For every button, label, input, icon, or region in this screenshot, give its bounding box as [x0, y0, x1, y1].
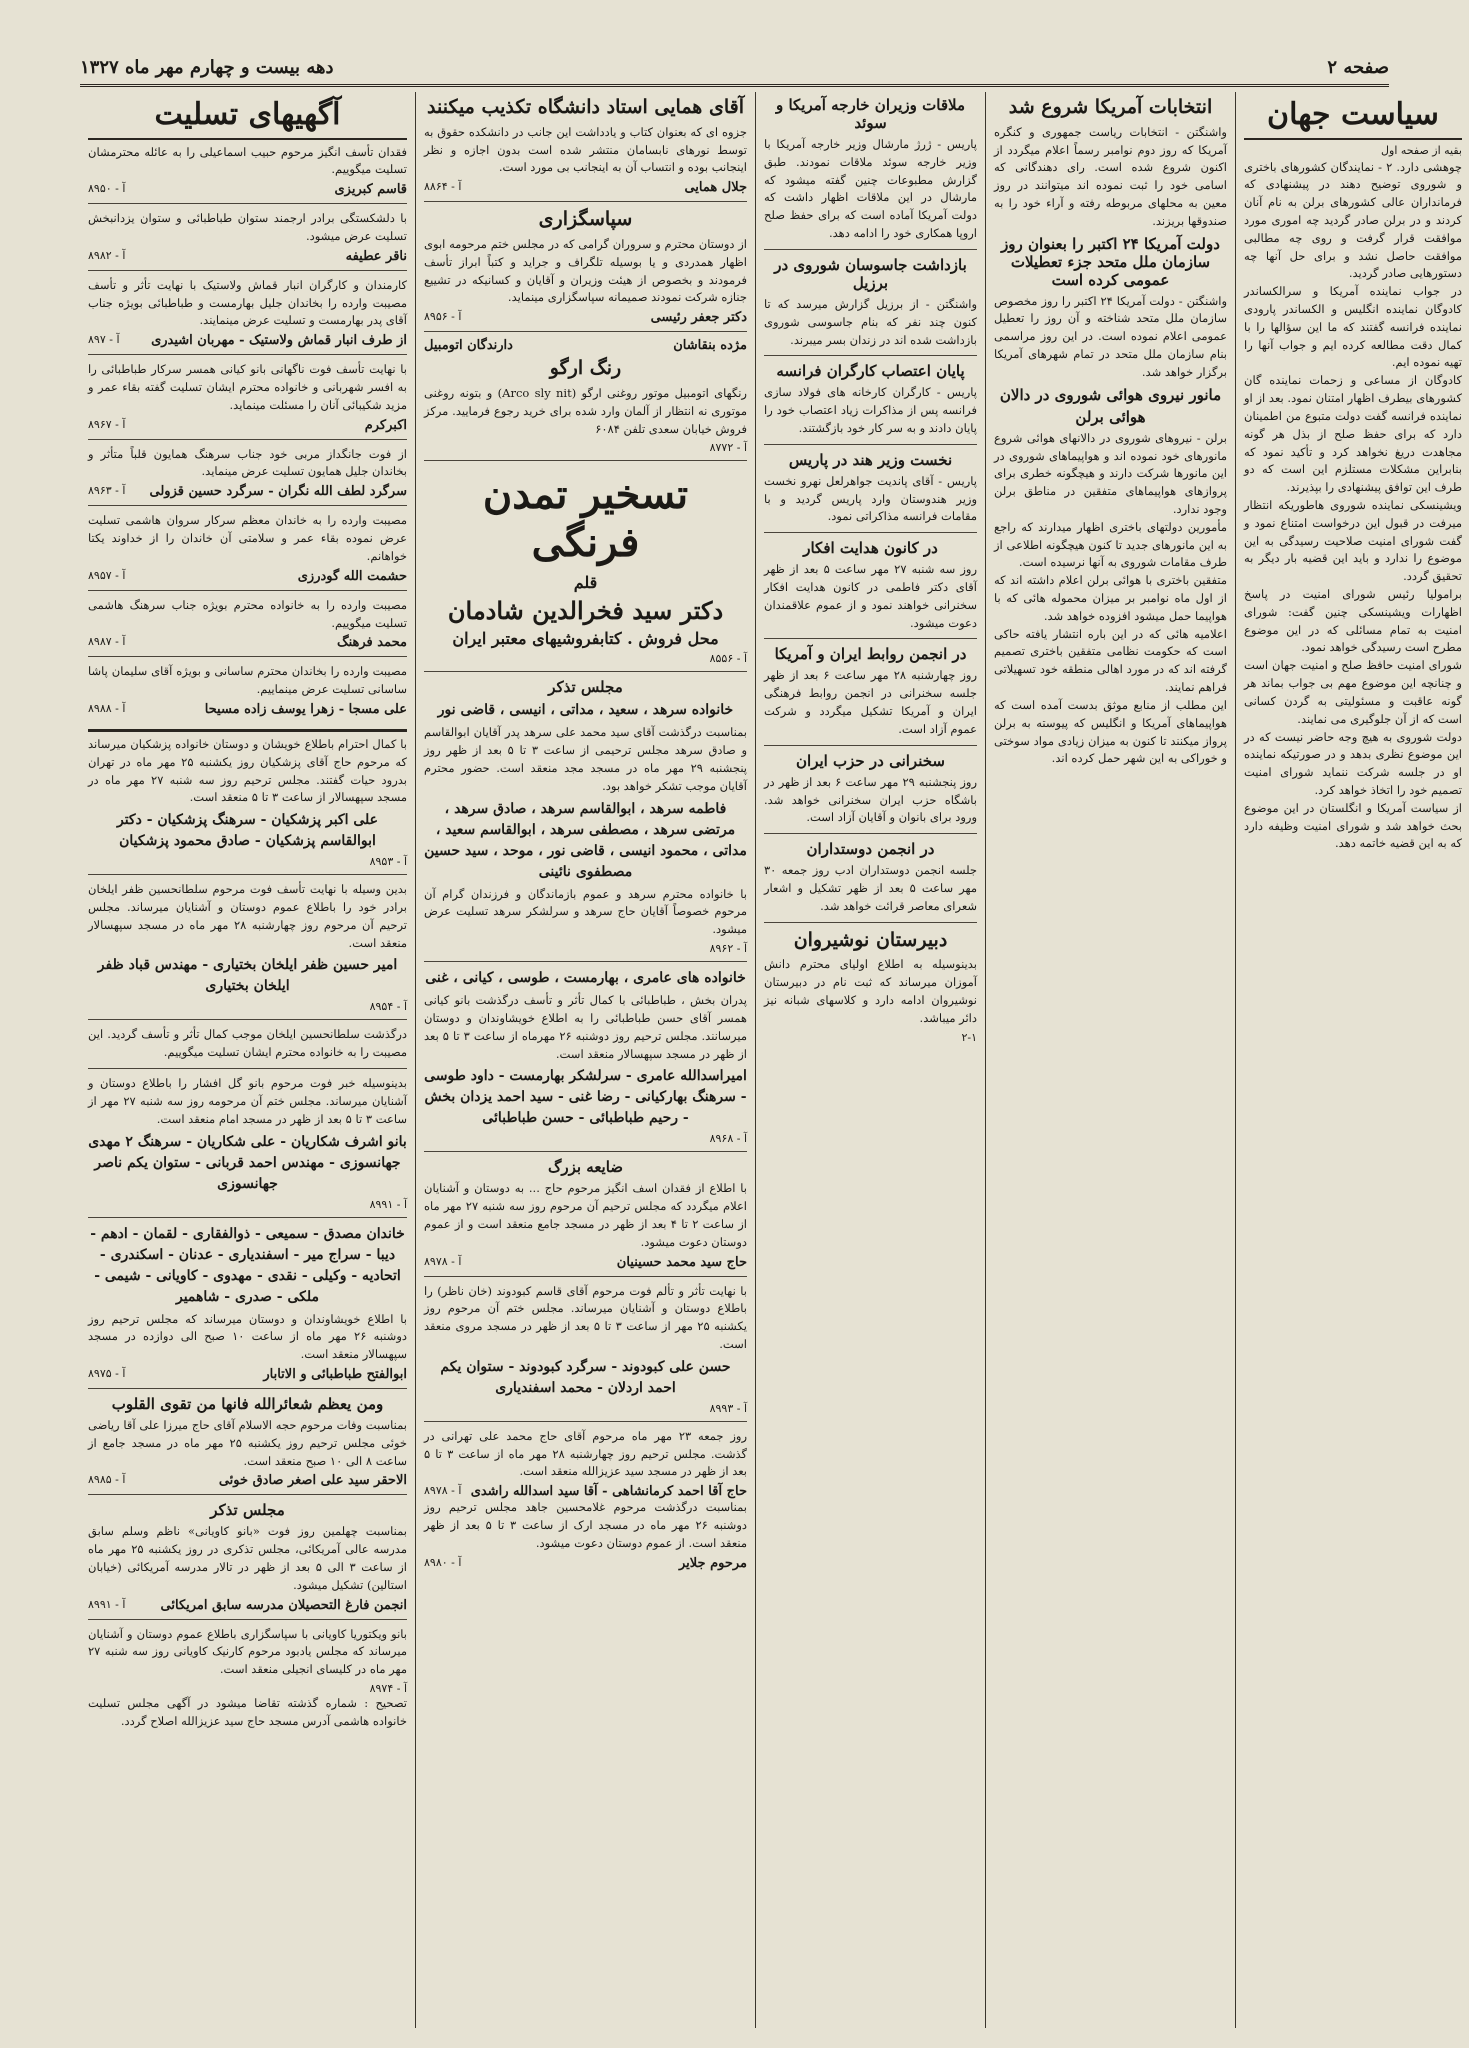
condolence-item: [88, 144, 407, 205]
afshar-names: بانو اشرف شکاریان - علی شکاریان - سرهنگ ۲ مهدی جهانسوزی - مهندس احمد قربانی - ستوان یکم ناصر جهانسوزی: [88, 1133, 407, 1192]
memorial-names-2: فاطمه سرهد ، ابوالقاسم سرهد ، صادق سرهد ، مرتضی سرهد ، مصطفی سرهد ، ابوالقاسم سعید ، مداتی ، محمود انیسی ، قاضی نور ، موحد ، سید حسین مصطفوی نائینی: [424, 800, 747, 880]
politics-p3: کادوگان از مساعی و زحمات نماینده گان کشورهای بیطرف اظهار امتنان نمود. بعد از او نماینده فرانسه گفت دولت متبوع من اطمینان دارد که برای حفظ صلح از بذل هر گونه مجاهدت دریغ نخواهد کرد و تأکید نمود که بنابراین مشکلات مستلزم این است که دو طرف این توافق پیشنهادی را بپذیرند.: [1244, 373, 1462, 495]
ministers-article: [764, 96, 977, 250]
loss-sign: حاج سید محمد حسینیان: [616, 1254, 747, 1270]
politics-p5: برامولیا رئیس شورای امنیت در پاسخ اظهارات ویشینسکی چنین گفت: شورای امنیت به تمام مسائلی که در این موضوع مطرح است رسیدگی خواهد نمود.: [1244, 587, 1462, 655]
un-day-heading: دولت آمریکا ۲۴ اکتبر را بعنوان روز سازمان ملل متحد جزء تعطیلات عمومی کرده است: [1001, 234, 1220, 289]
victoria-p: بانو ویکتوریا کاویانی با سپاسگزاری باطلاع عموم دوستان و آشنایان میرساند که مجلس یادبود مرحوم کارنیک کاویانی روز سه شنبه ۲۷ مهر ماه در کلیسای انجیلی منعقد است.: [88, 1626, 407, 1677]
family-code: ۸۹۶۸ - آ: [709, 1132, 747, 1146]
column-notices: [415, 92, 755, 2028]
condolence-text: فقدان تأسف انگیز مرحوم حبیب اسماعیلی را به عائله محترمشان تسلیت میگوییم.: [88, 144, 407, 177]
kaviani-p: بمناسبت چهلمین روز فوت «بانو کاویانی» ناظم وسلم سابق مدرسه عالی آمریکائی، مجلس تذکری در روز یکشنبه ۲۵ مهر ماه از ساعت ۳ الی ۵ بعد از ظهر در تالار مدرسه آمریکائی (خیابان استالین) تشکیل میشود.: [88, 1524, 407, 1592]
strike-title: پایان اعتصاب کارگران فرانسه: [776, 362, 965, 381]
victoria-code: ۸۹۷۴ - آ: [369, 1682, 407, 1696]
loss-p: با اطلاع از فقدان اسف انگیز مرحوم حاج ... به دوستان و آشنایان اعلام میگردد که مجلس ترحیم آن مرحوم روز سه شنبه ۲۷ مهر ماه از ساعت ۲ تا ۴ بعد از ظهر در مسجد جامع منعقد است و از عموم دوستان دعوت میشود.: [424, 1181, 748, 1249]
paint-ad: [424, 338, 747, 461]
khoei-notice: [88, 1395, 407, 1495]
condolence-code: ۸۹۵۷ - آ: [88, 568, 126, 582]
condolence-code: ۸۹۵۰ - آ: [88, 182, 126, 196]
families-p: با اطلاع خویشاوندان و دوستان میرساند که مجلس ترحیم روز دوشنبه ۲۶ مهر ماه از ساعت ۱۰ صبح الی دوازده در مسجد سپهسالار منعقد است.: [88, 1311, 407, 1362]
khoei-title: ومن یعظم شعائرالله فانها من تقوی القلوب: [111, 1394, 384, 1413]
afshar-p: بدینوسیله خبر فوت مرحوم بانو گل افشار را باطلاع دوستان و آشنایان میرساند. مجلس ختم آن مرحومه روز سه شنبه ۲۷ مهر از ساعت ۳ تا ۵ بعد از ظهر در مسجد امام منعقد است.: [88, 1076, 407, 1126]
thanks-sign: دکتر جعفر رئیسی: [650, 310, 747, 326]
loss-notice: [424, 1158, 747, 1276]
strike-article: [764, 362, 977, 444]
school-title: دبیرستان نوشیروان: [793, 928, 948, 951]
lecture-article-2: [764, 645, 977, 745]
brazil-article: [764, 256, 977, 356]
ministers-p1: پاریس - ژرژ مارشال وزیر خارجه آمریکا با وزیر خارجه سوئد ملاقات نمودند. طبق گزارش مطبوعات چنین گفته میشود که مارشال در این ملاقات اظهار داشت که دولت آمریکا آماده است که برای حفظ صلح اروپا همکاری خود را ادامه دهد.: [764, 137, 977, 241]
condolence-code: ۸۹۶۳ - آ: [88, 484, 126, 498]
elections-p6: اعلامیه هائی که در این باره انتشار یافته حاکی است که حکومت نظامی متفقین باختری تصمیم گرفته اند که در مورد اهالی منطقه خود تسهیلاتی فراهم نمایند.: [994, 626, 1227, 695]
elections-p2: واشنگتن - دولت آمریکا ۲۴ اکتبر را روز مخصوص سازمان ملل متحد شناخته و آن روز را تعطیل عمومی اعلام نموده است. در این روز مراسمی بنام سازمان ملل متحد در تمام شهرهای آمریکا برگزار خواهد شد.: [994, 293, 1227, 379]
politics-p7: دولت شوروی به هیچ وجه حاضر نیست که در این موضوع نظری بدهد و در صورتیکه نماینده او در جلسه شرکت ننماید شورای امنیت تصمیم خود را اتخاذ خواهد کرد.: [1244, 729, 1462, 797]
pezeshkian-code: ۸۹۵۳ - آ: [369, 855, 407, 869]
politics-p1: چوهشی دارد. ۲ - نمایندگان کشورهای باختری و شوروی توضیح دهند در پیشنهادی که فرمانداران عالی کشورهای برلن به نام آنان کردند و در برلن صادر گردید چه اموری مورد موافقت قرار گرفت و روی چه مطالبی موافقت حاصل نشد و برای حل آنها چه دستورهایی صادر گردید.: [1244, 159, 1463, 281]
condolence-item: [88, 663, 407, 723]
pezeshkian-names: علی اکبر پزشکیان - سرهنگ پزشکیان - دکتر ابوالقاسم پزشکیان - صادق محمود پزشکیان: [116, 812, 379, 850]
kaviani-code: ۸۹۹۱ - آ: [88, 1597, 126, 1611]
afshar-code: ۸۹۹۱ - آ: [369, 1197, 407, 1211]
mourn3-code: ۸۹۷۸ - آ: [424, 1484, 462, 1498]
column-briefs: [755, 92, 985, 2028]
condolence-list: [88, 144, 407, 723]
book-by: قلم: [573, 573, 598, 593]
families-sign: ابوالفتح طباطبائی و الاتابار: [263, 1366, 407, 1382]
condolence-item: [88, 446, 407, 507]
lecture-p-1: روز سه شنبه ۲۷ مهر ساعت ۵ بعد از ظهر آقای دکتر فاطمی در کانون هدایت افکار سخنرانی خواهند نمود و از عموم علاقمندان دعوت میشود.: [764, 562, 977, 630]
condolence-text: کارمندان و کارگران انبار قماش ولاستیک با نهایت تأثر و تأسف مصیبت وارده را بخاندان جلیل بهارمست و طباطبائی بویژه جناب آقای پدر بهارمست و تسلیت عرض مینمایند.: [88, 277, 407, 328]
condolence-text: با دلشکستگی برادر ارجمند ستوان طباطبائی و ستوان یزدانبخش تسلیت عرض میشود.: [88, 211, 407, 243]
issue-date: دهه بیست و چهارم مهر ماه ۱۳۲۷: [80, 56, 334, 78]
politics-continued: بقیه از صفحه اول: [1381, 143, 1462, 157]
politics-p6: شورای امنیت حافظ صلح و امنیت جهان است و چنانچه این موضوع مهم بی جواب بماند هر گونه عاقبت و مسئولیتی به گردن کسانی است که از آن جلوگیری می نمایند.: [1244, 658, 1462, 726]
memorial-p2: با خانواده محترم سرهد و عموم بازماندگان و فرزندان گرام آن مرحوم خصوصاً آقایان حاج سرهد و سرلشکر سرهد تسلیت عرض میشود.: [424, 886, 747, 937]
condolence-item: [88, 361, 407, 439]
brazil-p: واشنگتن - از برزیل گزارش میرسد که تا کنون چند نفر که بنام جاسوسی شوروی بازداشت شده اند در زندان بسر میبرند.: [764, 296, 977, 347]
condolence-text: از فوت جانگداز مربی خود جناب سرهنگ همایون قلباً متأثر و بخاندان جلیل همایون تسلیت عرض مینماید.: [88, 446, 407, 479]
condolence-text: با نهایت تأسف فوت ناگهانی بانو کیانی همسر سرکار طباطبائی را به افسر شهربانی و خانواده محترم ایشان تسلیت گفته بقاء عمر و مزید شکیبائی آنان را مسئلت مینماید.: [88, 362, 407, 412]
mourn3-sign-2: مرحوم جلایر: [678, 1555, 747, 1571]
memorial-p1: بمناسبت درگذشت آقای سید محمد علی سرهد پدر آقایان ابوالقاسم و صادق سرهد مجلس ترحیمی از ساعت ۳ تا ۵ بعد از ظهر روز پنجشنبه ۲۹ مهر ماه در مسجد مجد منعقد است. حضور محترم آقایان موجب تشکر خواهد بود.: [424, 725, 747, 793]
memorial-names-1: خانواده سرهد ، سعید ، مداتی ، انیسی ، قاضی نور: [437, 702, 734, 719]
bakhtiari-p: بدین وسیله با نهایت تأسف فوت مرحوم سلطانحسین ظفر ایلخان برادر خود را باطلاع عموم دوستان و آشنایان میرساند. مجلس ترحیم آن مرحوم روز چهارشنبه ۲۸ مهر ماه در مسجد سپهسالار منعقد است.: [88, 882, 407, 950]
book-author: دکتر سید فخرالدین شادمان: [447, 596, 724, 626]
condolence-sign: قاسم کبریزی: [334, 182, 407, 198]
condolence-text: مصیبت وارده را به خانواده محترم بویژه جناب سرهنگ هاشمی تسلیت میگوییم.: [88, 597, 407, 630]
kaviani-memorial: [88, 1501, 407, 1619]
lecture-p-4: جلسه انجمن دوستداران ادب روز جمعه ۳۰ مهر ساعت ۵ بعد از ظهر تشکیل و اشعار شعرای معاصر قرائت خواهد شد.: [764, 863, 977, 913]
divider: [88, 729, 407, 732]
memorial-notice: [424, 678, 747, 962]
paint-ad-code: ۸۷۷۲ - آ: [709, 441, 747, 455]
mourn3-sign: حاج آقا احمد کرمانشاهی - آقا سید اسدالله راشدی: [470, 1484, 747, 1500]
politics-title: سیاست جهان: [1244, 96, 1462, 140]
pezeshkian-notice: [88, 736, 407, 875]
elections-title: انتخابات آمریکا شروع شد: [1008, 96, 1213, 118]
condolence-item: [88, 210, 407, 271]
family-p: پدران بخش ، طباطبائی با کمال تأثر و تأسف درگذشت بانو کیانی همسر آقای حسن طباطبائی را به اطلاع خویشاوندان و دوستان میرسانند. مجلس ترحیم روز دوشنبه ۲۶ مهرماه از ساعت ۳ تا ۵ بعد از ظهر در مسجد سپهسالار منعقد است.: [424, 993, 747, 1061]
lecture-article-4: [764, 840, 977, 922]
lecture-title-4: در انجمن دوستداران: [806, 840, 935, 859]
condolence-item: [88, 277, 407, 355]
condolence-item: [88, 597, 407, 658]
ilkhan-notice: [88, 1026, 407, 1069]
elections-article: [994, 96, 1227, 774]
condolence-text: مصیبت وارده را به خاندان معظم سرکار سروان هاشمی تسلیت عرض نموده بقاء عمر و سلامتی آن خاندان را از خداوند یکتا خواهانم.: [88, 513, 407, 563]
ilkhan-p: درگذشت سلطانحسین ایلخان موجب کمال تأثر و تأسف گردید. این مصیبت را به خانواده محترم ایشان تسلیت میگوییم.: [88, 1027, 407, 1060]
lecture-article-3: [764, 752, 977, 834]
book-code: ۸۵۵۶ - آ: [709, 652, 747, 666]
brazil-title: بازداشت جاسوسان شوروی در برزیل: [774, 255, 967, 292]
memorial-code: ۸۹۶۲ - آ: [709, 942, 747, 956]
thanks-code: ۸۹۵۶ - آ: [424, 310, 462, 324]
mourn2-notice: [424, 1283, 747, 1422]
condolence-code: ۸۹۸۸ - آ: [88, 701, 126, 715]
nehru-p: پاریس - آقای پاندیت جواهرلعل نهرو نخست وزیر هندوستان وارد پاریس گردید و با مقامات فرانسه مذاکراتی نمود.: [764, 473, 977, 524]
kaviani-sign: انجمن فارغ التحصیلان مدرسه سابق امریکائی: [160, 1597, 407, 1613]
victoria-notice: [88, 1626, 407, 1737]
column-condolences: [80, 92, 415, 2028]
column-politics: [1235, 92, 1469, 2028]
mourn3-p2: بمناسبت درگذشت مرحوم غلامحسین جاهد مجلس ترحیم روز دوشنبه ۲۶ مهر ماه در مسجد ارک از ساعت ۳ تا ۵ بعد از ظهر منعقد است. از عموم دوستان دعوت میشود.: [424, 1500, 747, 1550]
lecture-title-2: در انجمن روابط ایران و آمریکا: [774, 645, 967, 664]
politics-p2: در جواب نماینده آمریکا و سرالکساندر کادوگان نماینده انگلیس و الکساندر پارودی نماینده فرانسه گفتند که ما این سؤالها را با کمال دقت مطالعه کرده ایم و جواب آنها را تهیه نموده ایم.: [1244, 284, 1462, 370]
bakhtiari-notice: [88, 881, 407, 1020]
condolence-sign: سرگرد لطف الله نگران - سرگرد حسین قزولی: [149, 484, 407, 500]
khoei-code: ۸۹۸۵ - آ: [88, 1473, 126, 1487]
hemayat-title: آقای همایی استاد دانشگاه تکذیب میکنند: [427, 96, 744, 118]
elections-p1: واشنگتن - انتخابات ریاست جمهوری و کنگره آمریکا که روز دوم نوامبر رسماً اعلام میگردد از اکنون شروع شده است. رای دهندگانی که اسامی خود را ثبت نموده اند میتوانند در روز معین به محلهای مربوطه رفته و آراء خود را به صندوقها بریزند.: [994, 124, 1227, 228]
condolence-sign: محمد فرهنگ: [336, 635, 407, 651]
nehru-article: [764, 451, 977, 533]
loss-title: ضایعه بزرگ: [547, 1158, 624, 1177]
bakhtiari-code: ۸۹۵۴ - آ: [369, 1000, 407, 1014]
family-notice: [424, 968, 747, 1152]
mourn3-code-2: ۸۹۸۰ - آ: [424, 1555, 462, 1569]
politics-p4: ویشینسکی نماینده شوروی هاطوریکه انتظار میرفت در قبول این درخواست امتناع نمود و گفت شورای امنیت صلاحیت رسیدگی به این موضوع را ندارد و باید این قضیه بار دیگر به تحقیق گردد.: [1244, 497, 1462, 584]
condolence-sign: علی مسجا - زهرا یوسف زاده مسیحا: [204, 701, 407, 717]
khoei-p: بمناسبت وفات مرحوم حجه الاسلام آقای حاج میرزا علی آقا ریاضی خوئی مجلس ترحیم روز یکشنبه ۲۵ مهر ماه در مسجد جامع از ساعت ۸ الی ۱۰ صبح منعقد است.: [88, 1417, 407, 1468]
berlin-heading-1: مانور نیروی هوائی شوروی در دالان: [999, 385, 1222, 404]
kaviani-title: مجلس تذکر: [210, 1501, 285, 1520]
condolences-title: آگهیهای تسلیت: [88, 96, 407, 140]
afshar-notice: [88, 1075, 407, 1217]
thanks-p: از دوستان محترم و سروران گرامی که در مجلس ختم مرحومه ابوی اظهار همدردی و یا بوسیله تلگراف و جراید و کتباً ابراز تأسف فرمودند و بخصوص از هیئت وزیران و آقایان و کسانیکه در تشییع جنازه شرکت نمودند صمیمانه سپاسگزاری مینماید.: [424, 236, 747, 305]
elections-p3: برلن - نیروهای شوروی در دالانهای هوائی شروع مانورهای خود نموده اند و هواپیماهای شوروی در این مانورها شرکت دارند و هیچگونه خطری برای پروازهای هواپیماهای متفقین در مناطق برلن وجود ندارد.: [994, 430, 1227, 516]
thanks-notice: [424, 208, 747, 332]
hemayat-notice: [424, 96, 747, 202]
school-article: [764, 929, 977, 1050]
ministers-title: ملاقات وزیران خارجه آمریکا و سوئد: [775, 96, 965, 132]
book-where: محل فروش . کتابفروشیهای معتبر ایران: [452, 629, 719, 649]
families-notice: [88, 1224, 407, 1389]
bakhtiari-names: امیر حسین ظفر ایلخان بختیاری - مهندس قباد ظفر ایلخان بختیاری: [97, 957, 398, 995]
families-names: خاندان مصدق - سمیعی - ذوالفقاری - لقمان - ادهم - دیبا - سراج میر - اسفندیاری - عدنان - اسکندری - اتحادیه - وکیلی - نقدی - مهدوی - کاویانی - شیمی - ملکی - صدری - شاهمیر: [90, 1225, 405, 1305]
mourn3-p1: روز جمعه ۲۳ مهر ماه مرحوم آقای حاج محمد علی تهرانی در گذشت. مجلس ترحیم روز چهارشنبه ۲۸ مهر ماه از ساعت ۳ تا ۵ بعد از ظهر در مسجد سید عزیزالله منعقد است.: [424, 1428, 747, 1479]
paint-ad-right: دارندگان اتومبیل: [424, 338, 513, 354]
politics-p8: از سیاست آمریکا و انگلستان در این موضوع بحث خواهد شد و شورای امنیت وظیفه دارد که به این قضیه خاتمه دهد.: [1244, 800, 1462, 851]
condolence-item: [88, 512, 407, 590]
hemayat-p: جزوه ای که بعنوان کتاب و یادداشت این جانب در دانشکده حقوق به توسط نورهای نابسامان منتشر شده است بدون اجازه و نظر اینجانب بوده و انتساب آن به اینجانب بی مورد است.: [424, 124, 747, 175]
school-p: بدینوسیله به اطلاع اولیای محترم دانش آموزان میرساند که ثبت نام در دبیرستان نوشیروان ادامه دارد و کلاسهای شبانه نیز دائر میباشد.: [764, 957, 977, 1025]
lecture-article-1: [764, 539, 977, 639]
correction-note: تصحیح : شماره گذشته تقاضا میشود در آگهی مجلس تسلیت خانواده هاشمی آدرس مسجد حاج سید عزیزالله اصلاح گردد.: [88, 1696, 407, 1728]
lecture-title-3: سخنرانی در حزب ایران: [796, 751, 945, 770]
politics-article: [1244, 96, 1462, 859]
families-code: ۸۹۷۵ - آ: [88, 1366, 126, 1380]
condolence-sign: حشمت الله گودرزی: [297, 568, 407, 584]
condolence-code: ۸۹۷ - آ: [88, 333, 120, 347]
condolence-sign: اکبرکرم: [364, 417, 407, 433]
mourn3-notice: [424, 1428, 747, 1577]
condolence-sign: از طرف انبار قماش ولاستیک - مهربان اشیدری: [151, 333, 407, 349]
columns: [80, 92, 1469, 2028]
page-number: صفحه ۲: [1327, 56, 1389, 78]
school-code: ۲-۱: [961, 1030, 977, 1044]
book-title: تسخیر تمدن فرنگی: [482, 471, 689, 567]
family-names: خانواده های عامری ، بهارمست ، طوسی ، کیانی ، غنی: [425, 970, 746, 987]
elections-p7: این مطلب از منابع موثق بدست آمده است که هواپیماهای آمریکا و انگلیس که پیوسته به برلن پرواز میکنند تا کنون به میزان زیادی مواد سوختی و خوراکی به این شهر حمل کرده اند.: [994, 697, 1227, 766]
paint-ad-title: رنگ ارگو: [549, 357, 622, 380]
condolence-text: مصیبت وارده را بخاندان محترم ساسانی و بویژه آقای سلیمان پاشا ساسانی تسلیت عرض مینماییم.: [88, 664, 407, 697]
thanks-title: سپاسگزاری: [538, 208, 633, 231]
lecture-title-1: در کانون هدایت افکار: [803, 539, 938, 558]
lecture-p-2: روز چهارشنبه ۲۸ مهر ساعت ۶ بعد از ظهر جلسه سخنرانی در انجمن روابط فرهنگی ایران و آمریکا تشکیل میگردد و شرکت عموم آزاد است.: [764, 668, 977, 736]
nehru-title: نخست وزیر هند در پاریس: [788, 450, 953, 469]
elections-p4: مأمورین دولتهای باختری اظهار میدارند که راجع به این مانورهای جدید تا کنون هیچگونه اطلاعی از طرف مقامات شوروی به آنها نرسیده است.: [994, 519, 1227, 570]
elections-p5: متفقین باختری با هوائی برلن اعلام داشته اند که از اول ماه نوامبر بر میزان محموله هائی که با هواپیما حمل میشود افزوده خواهد شد.: [994, 573, 1227, 623]
hemayat-code: ۸۸۶۴ - آ: [424, 180, 462, 194]
condolence-code: ۸۹۸۲ - آ: [88, 248, 126, 262]
hemayat-sign: جلال همایی: [684, 180, 747, 196]
khoei-sign: الاحقر سید علی اصغر صادق خوئی: [218, 1473, 407, 1489]
strike-p: پاریس - کارگران کارخانه های فولاد سازی فرانسه پس از مذاکرات زیاد اعتصاب خود را پایان دادند و به سر کار خود بازگشتند.: [764, 385, 977, 435]
masthead: [80, 50, 1389, 87]
column-elections: [985, 92, 1235, 2028]
berlin-heading-2: هوائی برلن: [1075, 407, 1146, 426]
condolence-sign: ناقر عطیفه: [345, 248, 407, 264]
memorial-title: مجلس تذکر: [548, 678, 623, 697]
lecture-p-3: روز پنجشنبه ۲۹ مهر ساعت ۶ بعد از ظهر در باشگاه حزب ایران سخنرانی خواهد شد. ورود برای بانوان و آقایان آزاد است.: [764, 774, 977, 825]
loss-code: ۸۹۷۸ - آ: [424, 1254, 462, 1268]
paint-ad-p: رنگهای اتومبیل موتور روغنی ارگو (Arco sly nit) و بتونه روغنی موتوری نه انتظار از آلمان وارد شده برای خرید رجوع فرمایید. مرکز فروش خیابان سعدی تلفن ۶۰۸۴: [424, 385, 747, 436]
mourn2-names: حسن علی کبودوند - سرگرد کبودوند - ستوان یکم احمد اردلان - محمد اسفندیاری: [440, 1358, 731, 1396]
book-ad: [424, 471, 747, 672]
paint-ad-left: مژده بنقاشان: [673, 338, 747, 354]
mourn2-code: ۸۹۹۳ - آ: [709, 1401, 747, 1415]
pezeshkian-p: با کمال احترام باطلاع خویشان و دوستان خانواده پزشکیان میرساند که مرحوم حاج آقای پزشکیان روز یکشنبه ۲۵ مهر ماه در تهران بدرود حیات گفتند. مجلس ترحیم روز سه شنبه ۲۷ مهر ماه در مسجد سپهسالار از ساعت ۳ تا ۵ منعقد است.: [88, 736, 408, 805]
condolence-code: ۸۹۸۷ - آ: [88, 635, 126, 649]
family-names-2: امیراسدالله عامری - سرلشکر بهارمست - داود طوسی - سرهنگ بهارکیانی - رضا غنی - سید احمد یزدان بخش - رحیم طباطبائی - حسن طباطبائی: [424, 1068, 747, 1127]
condolence-code: ۸۹۶۷ - آ: [88, 417, 126, 431]
mourn2-p: با نهایت تأثر و تألم فوت مرحوم آقای قاسم کبودوند (خان ناظر) را باطلاع دوستان و آشنایان میرساند. مجلس ختم آن مرحوم روز یکشنبه ۲۵ مهر از ساعت ۳ تا ۵ بعد از ظهر در مسجد مروی منعقد است.: [424, 1283, 747, 1351]
